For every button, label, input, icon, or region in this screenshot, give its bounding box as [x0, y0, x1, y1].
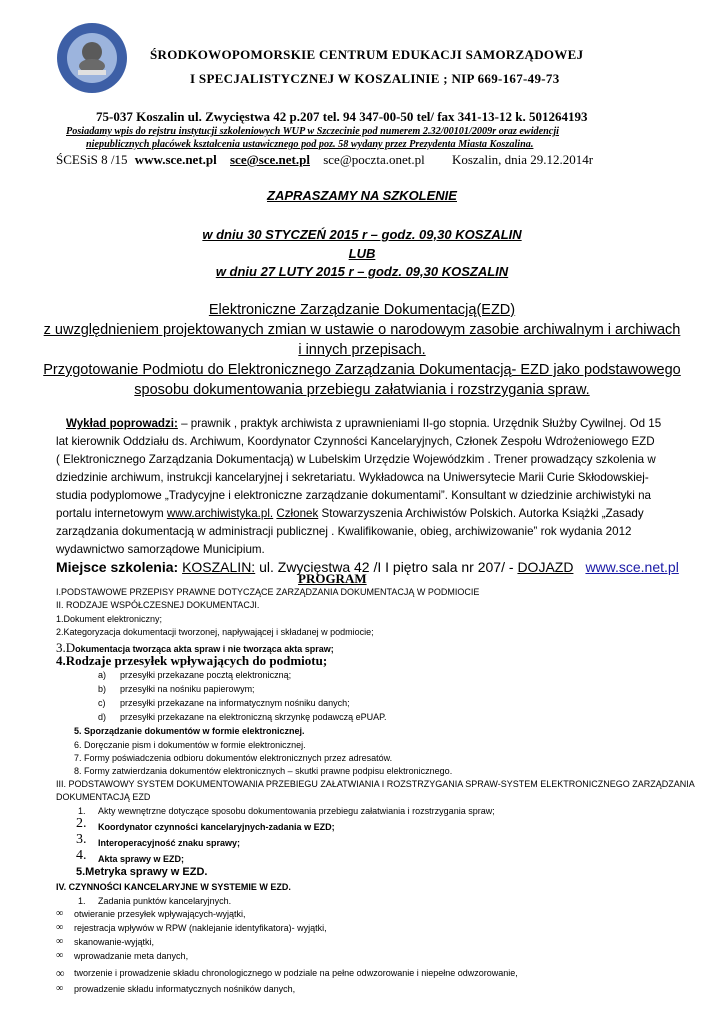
topic-line-1: Elektroniczne Zarządzanie Dokumentacją(EZD) — [208, 302, 516, 318]
list-item-marker: c) — [98, 698, 106, 708]
program-item-2-7: 7. Formy poświadczenia odbioru dokumentów elektronicznych przez adresatów. — [74, 753, 393, 763]
reference-number: ŚCESiS 8 /15 — [56, 152, 128, 167]
program-item-3-3: Interoperacyjność znaku sprawy; — [98, 838, 241, 848]
lecturer-line-6 — [56, 507, 644, 520]
topic-line-3: i innych przepisach. — [298, 342, 426, 358]
lecturer-line-1 — [66, 417, 661, 430]
list-item: przesyłki na nośniku papierowym; — [120, 684, 255, 694]
list-item: przesyłki przekazane pocztą elektroniczną; — [120, 670, 292, 680]
program-item-3-2: Koordynator czynności kancelaryjnych-zadania w EZD; — [98, 822, 335, 832]
bullet-item: rejestracja wpływów w RPW (naklejanie identyfikatora)- wyjątki, — [74, 923, 327, 933]
lecturer-line-2: lat kierownik Oddziału ds. Archiwum, Koordynator Czynności Kancelaryjnych, Członek Zespołu Wdrożeniowego EZD — [56, 435, 655, 448]
list-item: przesyłki przekazane na informatycznym nośniku danych; — [120, 698, 350, 708]
bullet-symbol: ∞ — [56, 966, 65, 980]
lecturer-text-6a: portalu internetowym — [56, 507, 167, 520]
program-section-3-line2: DOKUMENTACJĄ EZD — [56, 792, 151, 802]
bullet-symbol: ∞ — [56, 922, 64, 933]
program-item-3-4: Akta sprawy w EZD; — [98, 854, 185, 864]
bullet-item: wprowadzanie meta danych, — [74, 951, 189, 961]
venue-address: ul. Zwycięstwa 42 /I I piętro sala nr 207/ - — [255, 559, 518, 575]
venue-city: KOSZALIN: — [182, 559, 256, 575]
list-item-marker: b) — [98, 684, 107, 694]
list-number: 1. — [78, 806, 86, 816]
bullet-item: skanowanie-wyjątki, — [74, 937, 155, 947]
program-item-3-1: Akty wewnętrzne dotyczące sposobu dokumentowania przebiegu załatwiania i rozstrzygania spraw; — [98, 806, 495, 816]
program-title: PROGRAM — [298, 571, 367, 586]
bullet-symbol: ∞ — [56, 983, 64, 994]
org-address: 75-037 Koszalin ul. Zwycięstwa 42 p.207 tel. 94 347-00-50 tel/ fax 341-13-12 k. 501264193 — [96, 109, 588, 124]
bullet-item: tworzenie i prowadzenie składu chronologicznego w podziale na pełne odwzorowanie i niepełne odwzorowanie, — [74, 968, 518, 978]
program-section-4: IV. CZYNNOŚCI KANCELARYJNE W SYSTEMIE W EZD. — [56, 882, 291, 892]
date-or-separator: LUB — [348, 246, 376, 261]
lecturer-text-6c: Członek — [276, 507, 319, 520]
program-item-2-3-text: okumentacja tworząca akta spraw i nie tworząca akta spraw; — [75, 644, 334, 654]
lecturer-text-6d: Stowarzyszenia Archiwistów Polskich. Autorka Książki „Zasady — [318, 507, 644, 520]
list-item-marker: d) — [98, 712, 107, 722]
training-date-2: w dniu 27 LUTY 2015 r – godz. 09,30 KOSZALIN — [215, 264, 509, 279]
email-link-primary[interactable]: sce@sce.net.pl — [230, 152, 310, 167]
program-item-4-1: Zadania punktów kancelaryjnych. — [98, 896, 232, 906]
program-section-3-line1: III. PODSTAWOWY SYSTEM DOKUMENTOWANIA PRZEBIEGU ZAŁATWIANIA I ROZSTRZYGANIA SPRAW-SYSTEM ELEKTRONICZNEGO ZARZĄDZANIA — [56, 779, 695, 789]
list-number: 1. — [78, 896, 86, 906]
topic-line-5: sposobu dokumentowania przebiegu załatwiania i rozstrzygania spraw. — [134, 382, 590, 398]
registry-line2: niepublicznych placówek kształcenia ustawicznego pod poz. 58 wydany przez Prezydenta Miasta Koszalina. — [86, 139, 534, 150]
email-link-secondary[interactable]: sce@poczta.onet.pl — [323, 152, 425, 167]
program-section-1: I.PODSTAWOWE PRZEPISY PRAWNE DOTYCZĄCE ZARZĄDZANIA DOKUMENTACJĄ W PODMIOCIE — [56, 587, 480, 597]
document-date: Koszalin, dnia 29.12.2014r — [451, 152, 594, 167]
program-item-2-6: 6. Doręczanie pism i dokumentów w formie elektronicznej. — [74, 740, 306, 750]
bullet-symbol: ∞ — [56, 908, 64, 919]
program-item-2-4: 4.Rodzaje przesyłek wpływających do podmiotu; — [56, 653, 328, 668]
topic-line-2: z uwzględnieniem projektowanych zmian w ustawie o narodowym zasobie archiwalnym i archiwach — [43, 322, 681, 338]
training-date-1: w dniu 30 STYCZEŃ 2015 r – godz. 09,30 KOSZALIN — [202, 227, 522, 242]
program-item-3-5: 5.Metryka sprawy w EZD. — [76, 866, 208, 878]
program-item-2-2: 2.Kategoryzacja dokumentacji tworzonej, napływającej i składanej w podmiocie; — [56, 627, 374, 637]
lecturer-line-3: ( Elektronicznego Zarządzania Dokumentacją) w Lubelskim Urzędzie Wojewódzkim . Trener prowadzący szkolenia w — [56, 453, 656, 466]
org-name-line1: ŚRODKOWOPOMORSKIE CENTRUM EDUKACJI SAMORZĄDOWEJ — [150, 47, 584, 62]
institution-logo — [56, 22, 128, 94]
venue-label: Miejsce szkolenia: — [56, 559, 179, 575]
venue-website-link[interactable]: www.sce.net.pl — [585, 559, 679, 575]
org-name-line2: I SPECJALISTYCZNEJ W KOSZALINIE ; NIP 669-167-49-73 — [190, 71, 560, 86]
venue-dojazd: DOJAZD — [517, 559, 574, 575]
lecturer-line-5: studia podyplomowe „Tradycyjne i elektroniczne zarządzanie dokumentami”. Konsultant w dziedzinie archiwistyki na — [56, 489, 652, 502]
program-item-2-3-num: 3.D — [56, 640, 76, 655]
lecturer-label: Wykład poprowadzi: — [66, 417, 178, 430]
program-item-2-8: 8. Formy zatwierdzania dokumentów elektronicznych – skutki prawne podpisu elektronicznego. — [74, 766, 453, 776]
program-item-2-1: 1.Dokument elektroniczny; — [56, 614, 163, 624]
list-number: 4. — [76, 848, 87, 863]
list-number: 3. — [76, 832, 87, 847]
list-item: przesyłki przekazane na elektroniczną skrzynkę podawczą ePUAP. — [120, 712, 387, 722]
reference-line — [56, 152, 593, 168]
list-item-marker: a) — [98, 670, 107, 680]
bullet-item: otwieranie przesyłek wpływających-wyjątki, — [74, 909, 246, 919]
website-link[interactable]: www.sce.net.pl — [134, 152, 217, 167]
bullet-symbol: ∞ — [56, 950, 64, 961]
bullet-item: prowadzenie składu informatycznych nośników danych, — [74, 984, 296, 994]
registry-line1: Posiadamy wpis do rejstru instytucji szkoleniowych WUP w Szczecinie pod numerem 2.32/00101/2009r oraz ewidencji — [66, 126, 559, 137]
program-section-2: II. RODZAJE WSPÓŁCZESNEJ DOKUMENTACJI. — [56, 600, 260, 610]
lecturer-text-1: – prawnik , praktyk archiwista z uprawnieniami II-go stopnia. Urzędnik Służby Cywilnej. Od 15 — [177, 417, 662, 430]
invite-title: ZAPRASZAMY NA SZKOLENIE — [267, 188, 457, 203]
bullet-symbol: ∞ — [56, 936, 64, 947]
lecturer-line-4: dziedzinie archiwum, instrukcji kancelaryjnej i sekretariatu. Wykładowca na Uniwersytecie Marii Curie Skłodowskiej- — [56, 471, 649, 484]
lecturer-line-7: zarządzania dokumentacją w administracji publicznej . Kwalifikowanie, obieg, archiwizowanie” rok wydania 2012 — [56, 525, 632, 538]
venue-line — [56, 559, 679, 575]
program-item-2-5: 5. Sporządzanie dokumentów w formie elektronicznej. — [74, 726, 305, 736]
lecturer-line-8: wydawnictwo samorządowe Municipium. — [56, 543, 265, 556]
list-number: 2. — [76, 816, 87, 831]
topic-line-4: Przygotowanie Podmiotu do Elektronicznego Zarządzania Dokumentacją- EZD jako podstawowego — [43, 362, 681, 378]
archiwistyka-link[interactable]: www.archiwistyka.pl. — [166, 507, 274, 520]
